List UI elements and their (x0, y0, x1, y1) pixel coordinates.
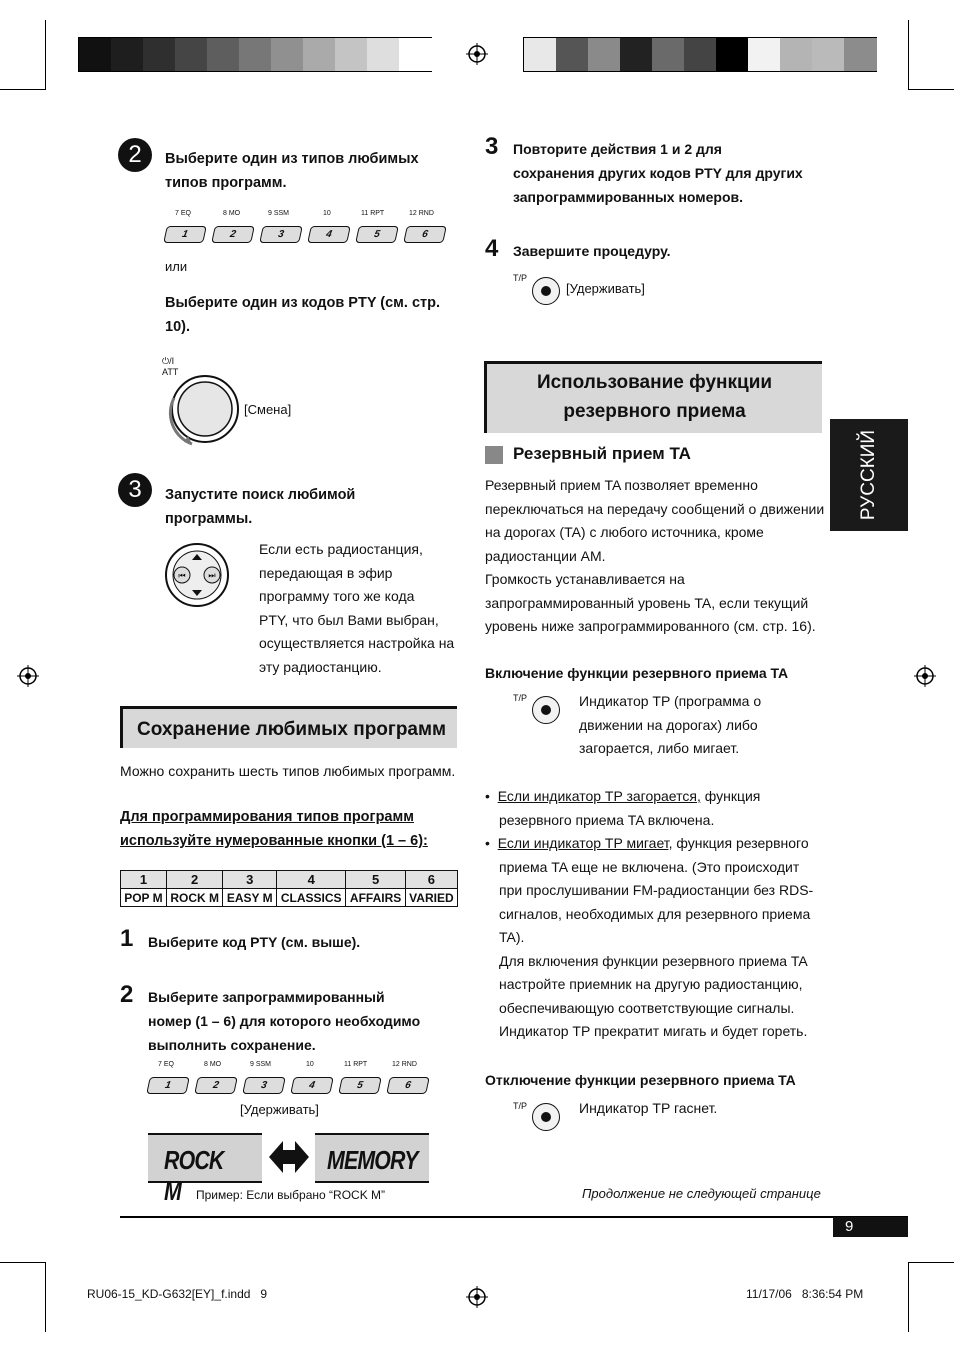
footer-rule (120, 1216, 908, 1218)
preset-key-1[interactable]: 1 (163, 226, 207, 243)
bullet-dot: • (485, 835, 498, 851)
table-cell: VARIED (405, 889, 457, 907)
bullet-square-icon (485, 446, 503, 464)
text-line: на дорогах (TA) с любого источника, кроме (485, 524, 764, 540)
table-cell: 2 (166, 871, 223, 889)
registration-mark-icon (17, 665, 39, 687)
text-line: Индикатор TP (программа о (579, 693, 762, 709)
page-number-tab (833, 1217, 908, 1237)
table-cell: 4 (277, 871, 346, 889)
table-cell: EASY M (223, 889, 277, 907)
pty-table (120, 870, 458, 907)
color-swatch (175, 38, 208, 71)
bullet-underlined: Если индикатор TP мигает, (497, 835, 673, 851)
preset-label: 12 RND (392, 1061, 417, 1068)
preset-label: 10 (306, 1061, 314, 1068)
preset-label: 9 SSM (268, 210, 290, 217)
lcd-text: ROCK M (164, 1145, 224, 1206)
text-line: сигналов, необходимых для резервного приема (499, 905, 811, 922)
step-3-circle: 3 (118, 473, 152, 507)
step-4-number: 4 (485, 235, 499, 262)
preset-key-3[interactable]: 3 (259, 226, 303, 243)
text-line: запрограммированный уровень TA, если текущий (485, 594, 809, 611)
svg-text:⏮: ⏮ (178, 571, 186, 580)
svg-text:⏭: ⏭ (208, 571, 216, 580)
text-line: радиостанции AM. (485, 547, 606, 564)
step-4-text: Завершите процедуру. (513, 243, 671, 259)
text-line: Выберите запрограммированный (148, 989, 385, 1005)
color-swatch (652, 38, 685, 71)
preset-label: 7 EQ (175, 210, 191, 217)
color-swatch (143, 38, 176, 71)
double-arrow-icon (267, 1137, 311, 1177)
color-swatch (620, 38, 653, 71)
preset-label: 7 EQ (158, 1061, 174, 1068)
table-cell: 1 (121, 871, 167, 889)
text-line: переключаться на передачу сообщений о движении (485, 500, 825, 517)
preset-buttons (165, 208, 445, 248)
preset-key-5[interactable]: 5 (355, 226, 399, 243)
text-line: запрограммированных номеров. (513, 189, 744, 205)
or-text: или (165, 259, 188, 274)
text-line: осуществляется настройка на (259, 635, 455, 651)
page-number: 9 (845, 1218, 854, 1235)
color-swatch (111, 38, 144, 71)
intro-text: Можно сохранить шесть типов любимых программ. (120, 763, 456, 779)
crop-mark (0, 89, 45, 90)
step-2-circle: 2 (118, 138, 152, 172)
text-line: передающая в эфир (259, 564, 393, 581)
text-line: загорается, либо мигает. (579, 740, 740, 756)
tp-button-icon[interactable] (532, 277, 560, 305)
crop-mark (0, 1262, 45, 1263)
crop-mark (908, 1262, 954, 1263)
text-line: TA). (499, 929, 525, 945)
example-caption: Пример: Если выбрано “ROCK M” (196, 1188, 386, 1202)
on-text (579, 690, 819, 761)
att-label: ⏻/I ATT (162, 356, 179, 377)
color-swatch (367, 38, 400, 71)
lcd-display-left (148, 1133, 262, 1206)
color-swatch (812, 38, 845, 71)
off-text: Индикатор TP гаснет. (579, 1100, 718, 1116)
tp-button-icon[interactable] (532, 1103, 560, 1131)
color-swatch (207, 38, 240, 71)
color-swatch (844, 38, 877, 71)
preset-key-3[interactable]: 3 (242, 1077, 286, 1094)
prog-heading-1: Для программирования типов программ (120, 809, 414, 825)
color-swatch (524, 38, 557, 71)
text-line: Громкость устанавливается на (485, 571, 685, 587)
on-heading: Включение функции резервного приема TA (485, 665, 789, 681)
step-3-number: 3 (485, 133, 499, 160)
sub-title: Резервный прием TA (513, 444, 691, 463)
crop-mark (908, 1262, 909, 1332)
preset-buttons (148, 1059, 428, 1099)
text-line: приема TA еще не включена. (Это происходит (499, 858, 800, 875)
step-2-alt: Выберите один из кодов PTY (см. стр. 10). (165, 295, 440, 335)
step-1-text: Выберите код PTY (см. выше). (148, 934, 361, 950)
volume-knob-icon[interactable] (162, 368, 244, 450)
preset-key-2[interactable]: 2 (211, 226, 255, 243)
color-swatch (335, 38, 368, 71)
preset-key-4[interactable]: 4 (307, 226, 351, 243)
crop-mark (45, 20, 46, 90)
continue-note: Продолжение не следующей странице (582, 1186, 821, 1201)
tp-button-icon[interactable] (532, 696, 560, 724)
step-3-text (513, 137, 823, 209)
off-heading: Отключение функции резервного приема TA (485, 1072, 796, 1088)
bullet-1 (485, 785, 825, 832)
color-swatch (748, 38, 781, 71)
preset-key-2[interactable]: 2 (194, 1077, 238, 1094)
text-line: эту радиостанцию. (259, 658, 382, 675)
bullet-rest: функция (700, 788, 761, 804)
table-cell: 5 (346, 871, 405, 889)
tp-label: T/P (513, 693, 528, 703)
color-swatch (556, 38, 589, 71)
language-tab-label: РУССКИЙ (858, 429, 879, 521)
step-1-number: 1 (120, 925, 134, 952)
text-line (485, 785, 825, 809)
text-line: сохранения других кодов PTY для других (513, 165, 803, 181)
color-swatch (684, 38, 717, 71)
crop-mark (908, 20, 909, 90)
table-cell: CLASSICS (277, 889, 346, 907)
color-swatch (271, 38, 304, 71)
preset-label: 8 MO (223, 210, 241, 217)
step-3-text (259, 538, 459, 679)
table-cell: 3 (223, 871, 277, 889)
text-line: резервного приема TA включена. (499, 811, 715, 828)
step-2-number: 2 (120, 981, 134, 1008)
text-line: программу того же кода (259, 588, 415, 604)
preset-key-4[interactable]: 4 (290, 1077, 334, 1094)
step-3-title: Запустите поиск любимой программы. (165, 487, 356, 527)
text-line: Резервный прием TA позволяет временно (485, 477, 758, 493)
section-title: резервного приема (563, 401, 746, 422)
text-line: Если есть радиостанция, (259, 541, 423, 557)
color-swatch (303, 38, 336, 71)
bullet-underlined: Если индикатор TP загорается, (497, 788, 701, 804)
preset-label: 11 RPT (361, 210, 385, 217)
registration-mark-icon (466, 1286, 488, 1308)
section-header-favorites (120, 706, 457, 748)
text-line: Повторите действия 1 и 2 для (513, 141, 722, 157)
preset-key-6[interactable]: 6 (403, 226, 447, 243)
table-cell: POP M (121, 889, 167, 907)
preset-label: 8 MO (204, 1061, 222, 1068)
preset-key-1[interactable]: 1 (146, 1077, 190, 1094)
text-line: настройте приемник на другую радиостанцию, (499, 976, 803, 992)
preset-label: 10 (323, 210, 331, 217)
seek-control-icon[interactable] (163, 542, 231, 608)
text-line (485, 832, 825, 856)
text-line: при прослушивании FM-радиостанции без RDS- (499, 882, 814, 898)
text-line: номер (1 – 6) для которого необходимо (148, 1013, 421, 1029)
crop-mark (45, 1262, 46, 1332)
text-line: выполнить сохранение. (148, 1037, 316, 1053)
color-swatch (780, 38, 813, 71)
section-title: Сохранение любимых программ (137, 719, 447, 740)
bullet-2 (485, 832, 825, 1044)
table-cell: ROCK M (166, 889, 223, 907)
color-swatch (239, 38, 272, 71)
text-line: PTY, что был Вами выбран, (259, 611, 439, 628)
file-info: RU06-15_KD-G632[EY]_f.indd 9 (87, 1287, 268, 1301)
preset-label: 12 RND (409, 210, 434, 217)
registration-mark-icon (466, 43, 488, 65)
knob-caption: [Смена] (244, 402, 292, 417)
preset-label: 9 SSM (250, 1061, 272, 1068)
step-2-title: Выберите один из типов любимых типов программ. (165, 151, 419, 191)
text-line: Для включения функции резервного приема TA (499, 952, 808, 969)
table-cell: AFFAIRS (346, 889, 405, 907)
preset-label: 11 RPT (344, 1061, 368, 1068)
tp-label: T/P (513, 273, 528, 283)
standby-body (485, 474, 825, 639)
prog-heading-2: используйте нумерованные кнопки (1 – 6): (120, 833, 428, 849)
step-2-text (148, 985, 448, 1057)
color-swatch (716, 38, 749, 71)
text-line: движении на дорогах) либо (579, 716, 758, 733)
preset-key-5[interactable]: 5 (338, 1077, 382, 1094)
color-swatch (79, 38, 112, 71)
tp-label: T/P (513, 1101, 528, 1111)
text-line: обеспечивающую соответствующие сигналы. (499, 999, 795, 1016)
lcd-text: MEMORY (327, 1145, 418, 1175)
table-cell: 6 (405, 871, 457, 889)
color-swatch (399, 38, 432, 71)
hold-caption: [Удерживать] (566, 281, 645, 296)
registration-mark-icon (914, 665, 936, 687)
text-line: Индикатор TP прекратит мигать и будет гореть. (499, 1023, 808, 1039)
timestamp: 11/17/06 8:36:54 PM (746, 1287, 864, 1301)
bullet-dot: • (485, 788, 498, 804)
section-title: Использование функции (536, 372, 773, 393)
text-line: уровень ниже запрограммированного (см. стр. 16). (485, 618, 816, 634)
lcd-display-right (315, 1133, 429, 1183)
color-bar-left (78, 37, 432, 72)
hold-caption: [Удерживать] (240, 1102, 319, 1117)
section-header-standby (484, 361, 822, 433)
language-tab (830, 419, 908, 531)
bullet-rest: функция резервного (672, 835, 809, 851)
crop-mark (908, 89, 954, 90)
preset-key-6[interactable]: 6 (386, 1077, 430, 1094)
color-bar-right (523, 37, 877, 72)
color-swatch (588, 38, 621, 71)
